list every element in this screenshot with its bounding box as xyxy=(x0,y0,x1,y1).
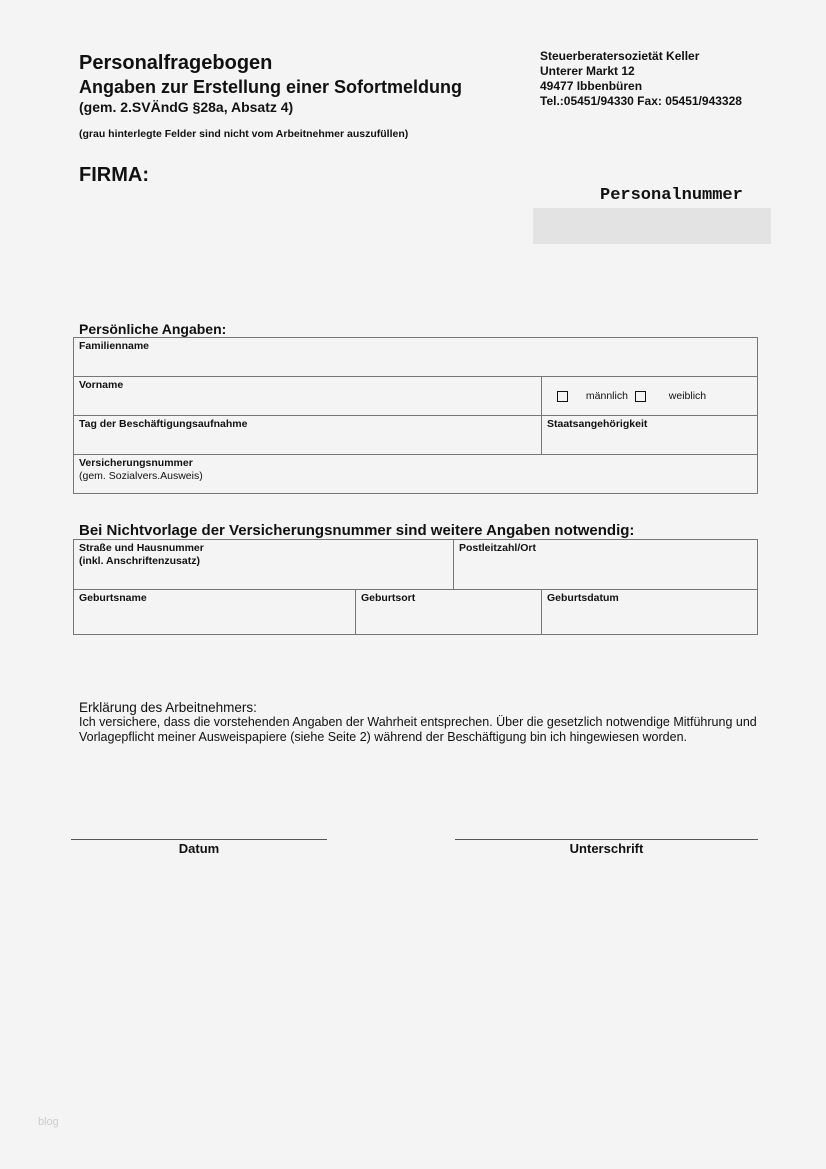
maennlich-label: männlich xyxy=(585,390,628,402)
strasse-field[interactable] xyxy=(73,539,454,590)
beschaeftigung-field[interactable] xyxy=(73,415,542,455)
field-label: Geburtsname xyxy=(79,592,147,604)
field-label: Tag der Beschäftigungsaufnahme xyxy=(79,418,248,430)
field-sublabel: (gem. Sozialvers.Ausweis) xyxy=(79,470,203,482)
grey-fields-note: (grau hinterlegte Felder sind nicht vom Arbeitnehmer auszufüllen) xyxy=(79,128,409,140)
field-label: Vorname xyxy=(79,379,124,391)
declaration-text: Ich versichere, dass die vorstehenden Angaben der Wahrheit entsprechen. Über die gesetzlich notwendige Mitführung und Vorlagepflicht meiner Ausweispapiere (siehe Seite 2) während der Beschäftigung bin ich hingewiesen worden. xyxy=(79,715,757,744)
firma-label: FIRMA: xyxy=(79,164,149,186)
staatsangehoerigkeit-field[interactable] xyxy=(541,415,758,455)
gender-field xyxy=(541,376,758,416)
field-sublabel: (inkl. Anschriftenzusatz) xyxy=(79,555,200,567)
field-label: Postleitzahl/Ort xyxy=(459,542,537,554)
vorname-field[interactable] xyxy=(73,376,542,416)
company-address xyxy=(540,49,742,109)
address-line: Tel.:05451/94330 Fax: 05451/943328 xyxy=(540,94,742,108)
declaration-heading: Erklärung des Arbeitnehmers: xyxy=(79,700,257,715)
unterschrift-line[interactable] xyxy=(455,839,758,840)
geburtsname-field[interactable] xyxy=(73,589,356,635)
field-label: Geburtsdatum xyxy=(547,592,619,604)
familienname-field[interactable] xyxy=(73,337,758,377)
legal-reference: (gem. 2.SVÄndG §28a, Absatz 4) xyxy=(79,99,294,115)
maennlich-checkbox[interactable] xyxy=(557,391,568,402)
weiblich-checkbox[interactable] xyxy=(635,391,646,402)
versicherungsnummer-field[interactable] xyxy=(73,454,758,494)
datum-line[interactable] xyxy=(71,839,327,840)
field-label: Geburtsort xyxy=(361,592,416,604)
form-subtitle: Angaben zur Erstellung einer Sofortmeldung xyxy=(79,77,463,97)
declaration xyxy=(79,700,769,745)
field-label: Familienname xyxy=(79,340,150,352)
unterschrift-label: Unterschrift xyxy=(569,841,644,856)
field-label: Versicherungsnummer xyxy=(79,457,193,469)
address-line: 49477 Ibbenbüren xyxy=(540,79,643,93)
personalnummer-label: Personalnummer xyxy=(600,186,743,205)
geburtsort-field[interactable] xyxy=(355,589,542,635)
geburtsdatum-field[interactable] xyxy=(541,589,758,635)
address-line: Steuerberatersozietät Keller xyxy=(540,49,700,63)
watermark: blog xyxy=(38,1116,59,1128)
field-label: Staatsangehörigkeit xyxy=(547,418,648,430)
personal-section-heading: Persönliche Angaben: xyxy=(79,321,227,337)
field-label: Straße und Hausnummer xyxy=(79,542,204,554)
datum-label: Datum xyxy=(178,841,220,856)
address-line: Unterer Markt 12 xyxy=(540,64,635,78)
weiblich-label: weiblich xyxy=(668,390,707,402)
plz-field[interactable] xyxy=(453,539,758,590)
personalnummer-field[interactable] xyxy=(533,208,771,244)
extra-section-heading: Bei Nichtvorlage der Versicherungsnummer sind weitere Angaben notwendig: xyxy=(79,522,635,539)
form-title: Personalfragebogen xyxy=(79,52,273,74)
